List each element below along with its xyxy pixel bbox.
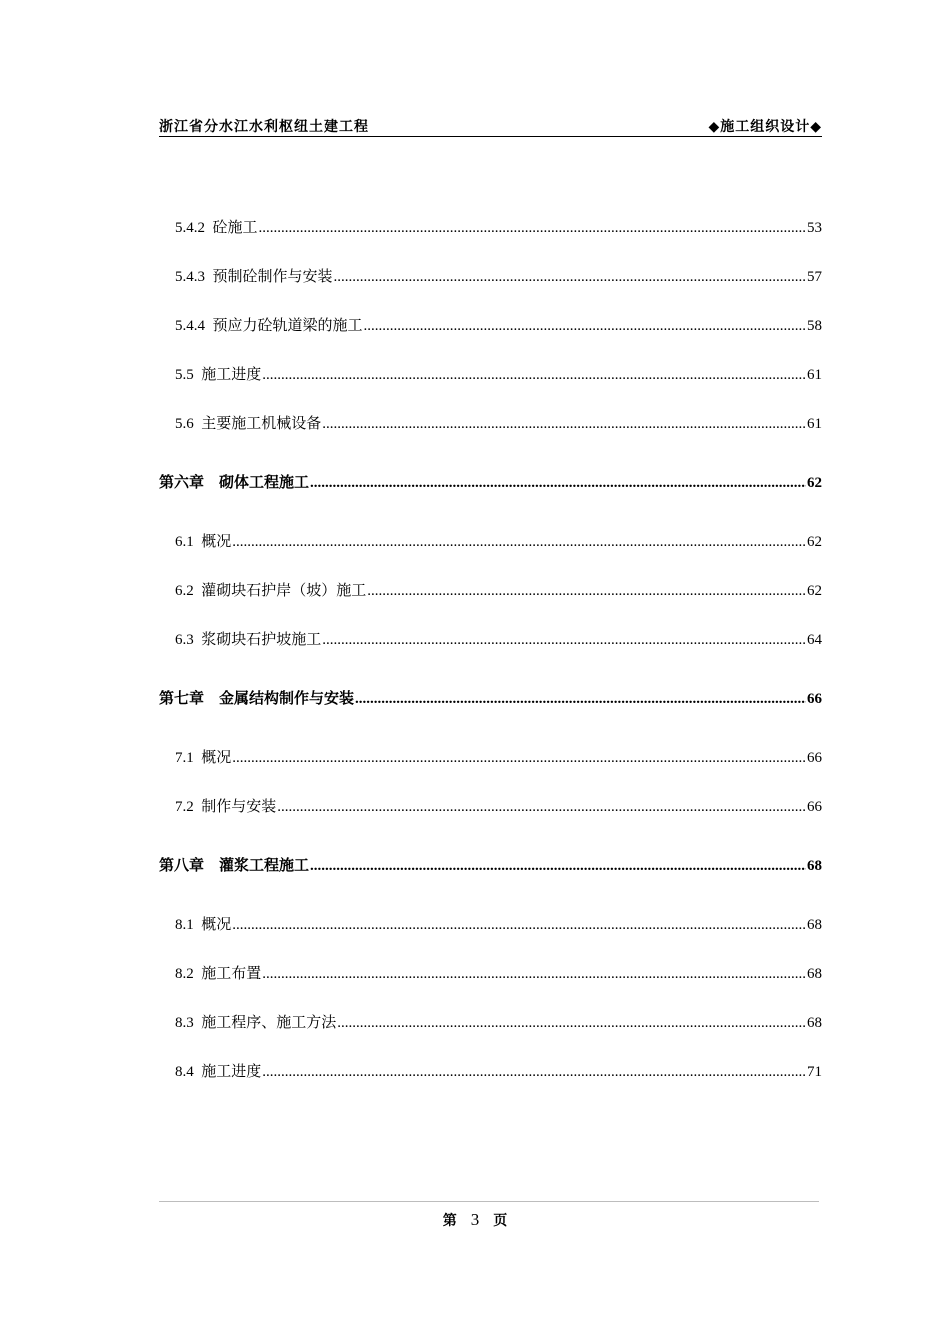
toc-entry-number: 7.1 — [175, 750, 194, 766]
toc-entry-number: 5.4.4 — [175, 318, 205, 334]
toc-entry-number: 6.3 — [175, 632, 194, 648]
toc-entry-number: 第八章 — [159, 858, 205, 874]
toc-entry-page: 68 — [807, 858, 822, 874]
toc-entry-number: 8.3 — [175, 1015, 194, 1031]
toc-entry-number: 5.5 — [175, 367, 194, 383]
toc-section-entry[interactable] — [175, 216, 822, 240]
toc-entry-gap — [205, 216, 213, 240]
toc-entry-page: 57 — [807, 269, 822, 285]
toc-entry-title: 施工布置 — [201, 966, 262, 982]
toc-entry-gap — [194, 795, 202, 819]
footer-prefix: 第 — [442, 1213, 457, 1229]
toc-entry-title: 主要施工机械设备 — [201, 416, 322, 432]
toc-dot-leader — [262, 1060, 806, 1084]
toc-entry-number: 8.2 — [175, 966, 194, 982]
toc-dot-leader — [334, 265, 806, 289]
toc-entry-number: 5.4.2 — [175, 220, 205, 236]
toc-entry-gap — [194, 530, 202, 554]
toc-entry-title: 概况 — [201, 534, 232, 550]
toc-section-entry[interactable] — [175, 579, 822, 603]
toc-section-entry[interactable] — [175, 1011, 822, 1035]
toc-entry-gap — [205, 265, 213, 289]
toc-entry-gap — [194, 746, 202, 770]
toc-entry-gap — [205, 314, 213, 338]
toc-entry-number: 6.2 — [175, 583, 194, 599]
toc-entry-title: 制作与安装 — [201, 799, 277, 815]
toc-section-entry[interactable] — [175, 314, 822, 338]
toc-section-entry[interactable] — [175, 795, 822, 819]
toc-entry-number: 第六章 — [159, 475, 205, 491]
toc-entry-number: 7.2 — [175, 799, 194, 815]
toc-entry-title: 浆砌块石护坡施工 — [201, 632, 322, 648]
toc-entry-page: 62 — [807, 534, 822, 550]
toc-entry-title: 砌体工程施工 — [219, 475, 310, 491]
toc-entry-number: 5.6 — [175, 416, 194, 432]
toc-dot-leader — [337, 1011, 806, 1035]
footer-suffix: 页 — [493, 1213, 508, 1229]
toc-dot-leader — [367, 579, 806, 603]
toc-entry-page: 62 — [807, 583, 822, 599]
toc-dot-leader — [259, 216, 806, 240]
toc-chapter-entry[interactable] — [159, 471, 822, 495]
toc-entry-title: 预应力砼轨道梁的施工 — [212, 318, 363, 334]
toc-entry-page: 68 — [807, 966, 822, 982]
toc-dot-leader — [310, 854, 806, 878]
footer-divider — [159, 1201, 819, 1202]
toc-entry-number: 6.1 — [175, 534, 194, 550]
toc-entry-title: 概况 — [201, 917, 232, 933]
toc-entry-gap — [194, 412, 202, 436]
toc-dot-leader — [322, 412, 806, 436]
toc-entry-page: 58 — [807, 318, 822, 334]
toc-entry-title: 施工进度 — [201, 367, 262, 383]
toc-dot-leader — [262, 363, 806, 387]
toc-entry-page: 53 — [807, 220, 822, 236]
toc-dot-leader — [232, 746, 806, 770]
toc-entry-gap — [204, 854, 219, 878]
toc-section-entry[interactable] — [175, 962, 822, 986]
toc-entry-page: 68 — [807, 917, 822, 933]
toc-entry-page: 64 — [807, 632, 822, 648]
toc-section-entry[interactable] — [175, 1060, 822, 1084]
page-footer — [0, 1210, 950, 1230]
toc-entry-gap — [204, 471, 219, 495]
toc-entry-title: 金属结构制作与安装 — [219, 691, 355, 707]
toc-entry-gap — [194, 1060, 202, 1084]
toc-dot-leader — [310, 471, 806, 495]
toc-entry-number: 8.4 — [175, 1064, 194, 1080]
toc-section-entry[interactable] — [175, 265, 822, 289]
toc-entry-title: 施工程序、施工方法 — [201, 1015, 337, 1031]
toc-entry-page: 66 — [807, 799, 822, 815]
header-project-title: 浙江省分水江水利枢纽土建工程 — [159, 119, 369, 135]
toc-entry-gap — [194, 363, 202, 387]
toc-entry-number: 8.1 — [175, 917, 194, 933]
toc-entry-gap — [194, 913, 202, 937]
toc-dot-leader — [262, 962, 806, 986]
toc-section-entry[interactable] — [175, 363, 822, 387]
toc-section-entry[interactable] — [175, 412, 822, 436]
toc-dot-leader — [364, 314, 806, 338]
toc-entry-page: 68 — [807, 1015, 822, 1031]
toc-entry-gap — [204, 687, 219, 711]
toc-section-entry[interactable] — [175, 530, 822, 554]
toc-entry-gap — [194, 1011, 202, 1035]
toc-entry-gap — [194, 962, 202, 986]
toc-entry-page: 66 — [807, 691, 822, 707]
header-document-title: ◆施工组织设计◆ — [708, 119, 822, 135]
toc-section-entry[interactable] — [175, 913, 822, 937]
toc-entry-page: 61 — [807, 367, 822, 383]
toc-entry-page: 66 — [807, 750, 822, 766]
toc-entry-title: 概况 — [201, 750, 232, 766]
toc-entry-title: 砼施工 — [212, 220, 258, 236]
toc-entry-title: 灌浆工程施工 — [219, 858, 310, 874]
toc-entry-gap — [194, 579, 202, 603]
toc-entry-number: 5.4.3 — [175, 269, 205, 285]
toc-chapter-entry[interactable] — [159, 687, 822, 711]
toc-dot-leader — [232, 913, 806, 937]
footer-page-number: 3 — [470, 1210, 480, 1229]
toc-entry-page: 61 — [807, 416, 822, 432]
toc-chapter-entry[interactable] — [159, 854, 822, 878]
toc-entry-number: 第七章 — [159, 691, 205, 707]
page-header — [159, 114, 822, 137]
toc-dot-leader — [232, 530, 806, 554]
toc-dot-leader — [355, 687, 806, 711]
toc-entry-title: 预制砼制作与安装 — [212, 269, 333, 285]
toc-entry-gap — [194, 628, 202, 652]
toc-section-entry[interactable] — [175, 628, 822, 652]
toc-dot-leader — [277, 795, 806, 819]
toc-entry-page: 62 — [807, 475, 822, 491]
toc-entry-title: 施工进度 — [201, 1064, 262, 1080]
toc-section-entry[interactable] — [175, 746, 822, 770]
toc-dot-leader — [322, 628, 806, 652]
toc-entry-title: 灌砌块石护岸（坡）施工 — [201, 583, 367, 599]
toc-entry-page: 71 — [807, 1064, 822, 1080]
